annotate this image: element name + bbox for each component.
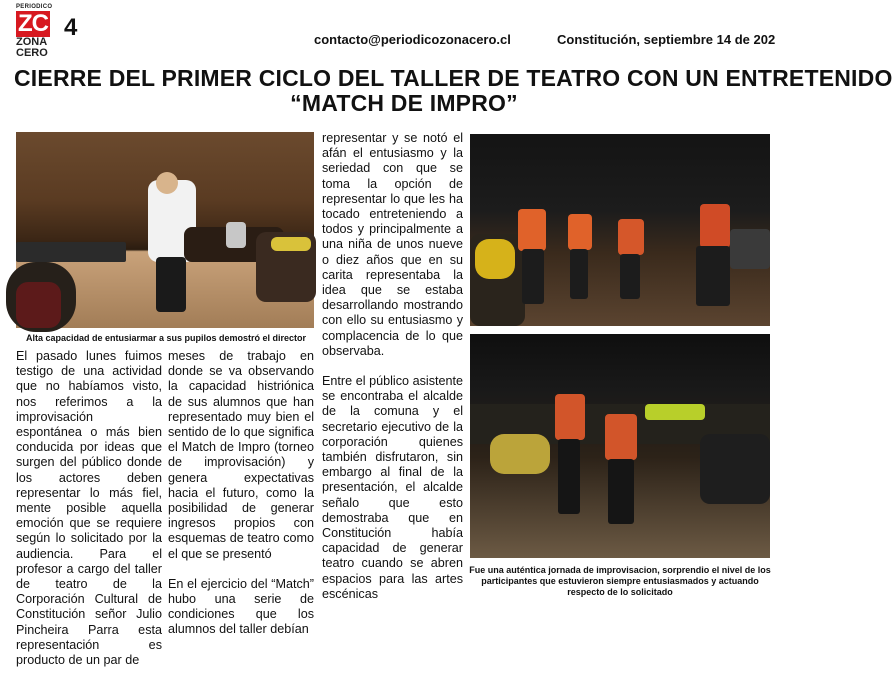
headline-line-1: CIERRE DEL PRIMER CICLO DEL TALLER DE TEATRO CON UN ENTRETENIDO: [14, 65, 893, 91]
column-2-paragraph-2: En el ejercicio del “Match” hubo una serie de condiciones que los alumnos del taller debían: [168, 576, 314, 637]
dateline: Constitución, septiembre 14 de 202: [557, 32, 776, 47]
column-3-paragraph-1: representar y se notó el afán el entusiasmo y la seriedad con que se toma la opción de representar lo que les ha tocado entreteniendo a todos y principalmente a una niña de unos nueve o diez años que en su carita representaba la idea que se estaba desarrollando mostrando con ello su entusiasmo y complacencia de lo que observaba.: [322, 131, 463, 358]
article-headline: [14, 65, 893, 116]
photo-actors-orange-vests: [470, 134, 770, 326]
column-1-paragraph: El pasado lunes fuimos testigo de una actividad que no habíamos visto, nos referimos a la improvisación espontánea o más bien conducida por ideas que surgen del público donde los actores deben representar lo más fiel, mente posible aquella emoción que se requiere según lo solicitado por la audiencia. Para el profesor a cargo del taller de teatro de la Corporación Cultural de Constitución señor Julio Pincheira Parra esta representación es producto de un par de: [16, 349, 162, 668]
page-number: 4: [64, 14, 78, 41]
logo-mark: ZC: [18, 10, 48, 37]
contact-email: contacto@periodicozonacero.cl: [314, 32, 511, 47]
photo-director-on-stage: [16, 132, 314, 328]
column-2-paragraph-1: meses de trabajo en donde se va observando la capacidad histriónica de sus alumnos que han representado muy bien el sentido de lo que significa el Match de Impro (torneo de improvisación) y genera expectativas hacia el futuro, como la posibilidad de generar ingresos propios con esquemas de teatro como el que se presentó: [168, 349, 314, 561]
headline-line-2: “MATCH DE IMPRO”: [290, 90, 518, 116]
article-column-1: [16, 349, 162, 683]
logo-periodico: PERIODICO: [16, 4, 53, 10]
article-column-2: [168, 349, 314, 653]
photo-audience-performance: [470, 334, 770, 558]
photo-caption-1: Alta capacidad de entusiarmar a sus pupilos demostró el director: [25, 333, 307, 343]
column-3-paragraph-2: Entre el público asistente se encontraba el alcalde de la comuna y el secretario ejecutivo de la corporación quienes también disfrutaron, sin embargo al final de la presentación, el alcalde señalo que esto demostraba que en Constitución había capacidad de generar teatro cuando se abren espacios para las artes escénicas: [322, 374, 463, 601]
logo-zona: ZONA: [16, 36, 48, 48]
article-column-3: [322, 131, 463, 617]
photo-caption-2: Fue una auténtica jornada de improvisacion, sorprendio el nivel de los participantes que estuvieron siempre entusiasmados y actuando respecto de lo solicitado: [469, 565, 771, 597]
newspaper-logo: [16, 4, 56, 64]
logo-cero: CERO: [16, 47, 48, 59]
